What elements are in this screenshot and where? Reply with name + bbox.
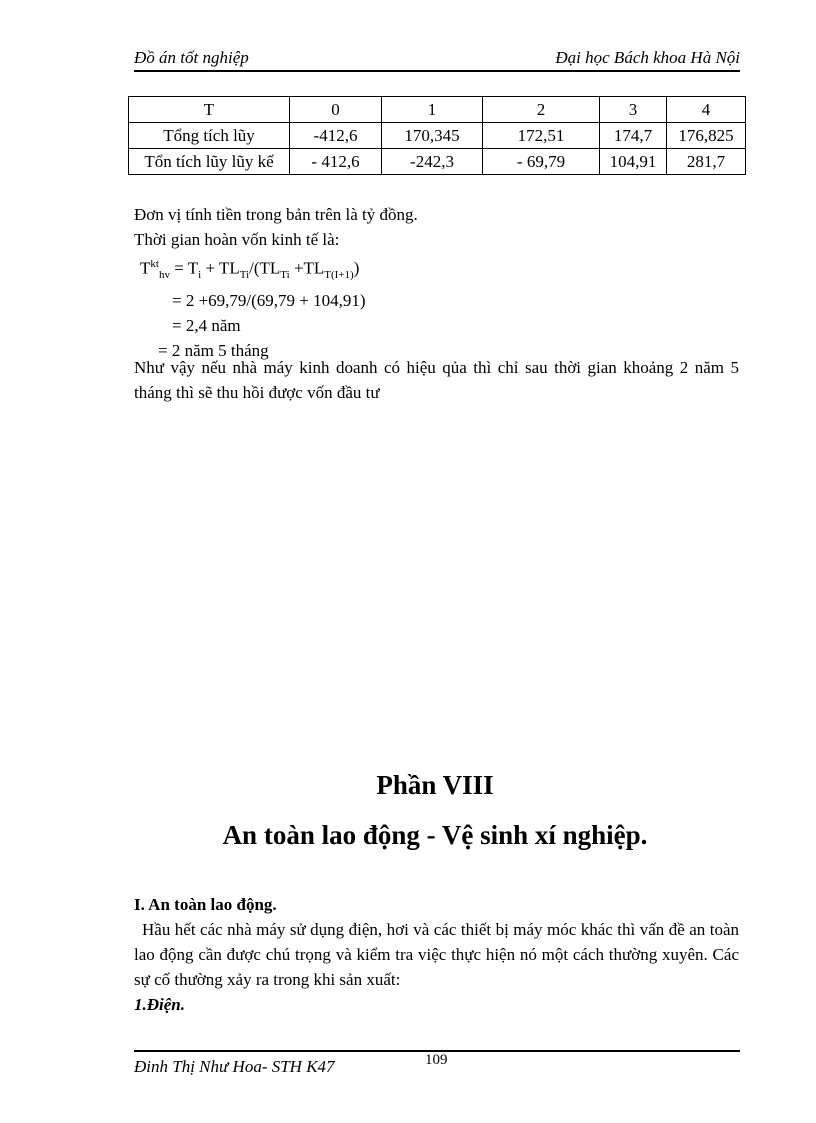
table-cell: -412,6 [290, 123, 382, 149]
table-cell: 104,91 [600, 149, 667, 175]
table-cell: Tổn tích lũy lũy kế [129, 149, 290, 175]
table-cell: 281,7 [667, 149, 746, 175]
formula-sub: hv [158, 269, 170, 282]
table-cell: 3 [600, 97, 667, 123]
table-cell: - 69,79 [483, 149, 600, 175]
table-cell: -242,3 [382, 149, 483, 175]
part-title: Phần VIII [376, 770, 494, 800]
table-cell: T [129, 97, 290, 123]
formula-step-2: = 2,4 năm [172, 316, 241, 336]
formula-step-1: = 2 +69,79/(69,79 + 104,91) [172, 291, 366, 311]
formula-sup: kt [150, 258, 159, 270]
section-block [134, 892, 739, 1017]
table-cell: 2 [483, 97, 600, 123]
formula-sub: i [198, 269, 202, 282]
payback-block [134, 202, 418, 363]
conclusion-paragraph: Như vậy nếu nhà máy kinh doanh có hiệu qủa thì chỉ sau thời gian khoảng 2 năm 5 tháng thì sẽ thu hồi được vốn đầu tư [134, 358, 739, 402]
table-cell: - 412,6 [290, 149, 382, 175]
header-right: Đại học Bách khoa Hà Nội [555, 48, 740, 67]
table-cell: 176,825 [667, 123, 746, 149]
section-heading: I. An toàn lao động. [134, 895, 277, 914]
table-row [129, 149, 746, 175]
formula-close: ) [353, 258, 360, 278]
table-cell: 0 [290, 97, 382, 123]
formula-step-3: = 2 năm 5 tháng [158, 341, 269, 361]
accumulation-table [128, 96, 746, 175]
formula-t: T [140, 258, 151, 278]
table-row [129, 123, 746, 149]
header-left: Đồ án tốt nghiệp [134, 48, 249, 67]
formula-open: /(TL [249, 258, 281, 278]
page-number: 109 [425, 1052, 448, 1068]
table-cell: 174,7 [600, 123, 667, 149]
payback-intro: Thời gian hoàn vốn kinh tế là: [134, 230, 340, 249]
formula-plus: +TL [289, 258, 325, 278]
page-header [134, 48, 740, 72]
formula-sub: Ti [239, 269, 250, 282]
unit-note: Đơn vị tính tiền trong bản trên là tỷ đồng. [134, 205, 418, 224]
table-cell: 172,51 [483, 123, 600, 149]
section-paragraph: Hầu hết các nhà máy sử dụng điện, hơi và các thiết bị máy móc khác thì vấn đề an toàn lao động cần được chú trọng và kiểm tra việc thực hiện nó một cách thường xuyên. Các sự cố thường xảy ra trong khi sản xuất: [134, 920, 739, 989]
formula-eq: = T [169, 258, 199, 278]
table-cell: 4 [667, 97, 746, 123]
formula-sub: T(I+1) [324, 269, 354, 282]
table-cell: 170,345 [382, 123, 483, 149]
table-cell: Tổng tích lũy [129, 123, 290, 149]
formula-plus: + TL [201, 258, 240, 278]
formula-sub: Ti [280, 269, 290, 282]
payback-formula [134, 252, 418, 288]
part-subtitle: An toàn lao động - Vệ sinh xí nghiệp. [222, 820, 648, 850]
table-row [129, 97, 746, 123]
table-cell: 1 [382, 97, 483, 123]
section-subheading: 1.Điện. [134, 995, 185, 1014]
footer-author: Đinh Thị Như Hoa- STH K47 [134, 1057, 335, 1076]
